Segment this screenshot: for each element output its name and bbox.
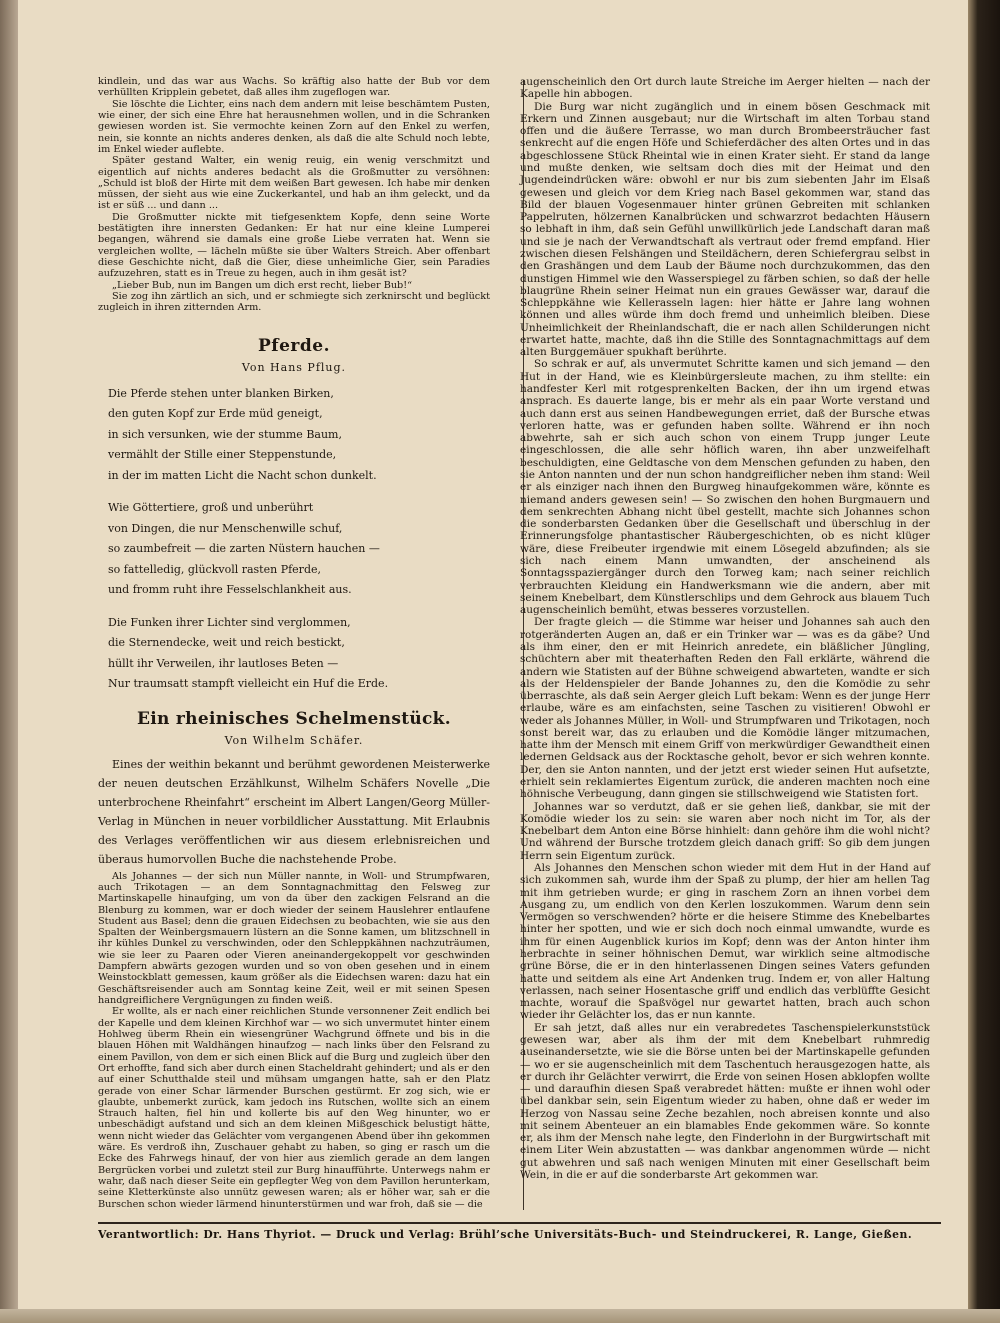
imprint-footer: Verantwortlich: Dr. Hans Thyriot. — Druck und Verlag: Brühl’sche Universitäts-Buch- und Steindruckerei, R. Lange, Gießen. xyxy=(98,1228,913,1241)
paragraph: Die Großmutter nickte mit tiefgesenktem Kopfe, denn seine Worte bestätigten ihre innersten Gedanken: Er hat nur eine kleine Lumperei begangen, während sie damals eine große Liebe verraten hat. Wenn sie vergleichen wollte, — lächeln müßte sie über Walters Streich. Aber offenbart diese Geschichte nicht, daß die Gier, diese unheimliche Gier, sein Paradies aufzuzehren, statt es in Treue zu hegen, auch in ihm gesät ist? xyxy=(98,211,490,280)
paragraph: Er wollte, als er nach einer reichlichen Stunde versonnener Zeit endlich bei der Kapelle und dem kleinen Kirchhof war — wo sich unvermutet hinter einem Hohlweg überm Rhein ein wiesengrüner Wachgrund öffnete und bis in die blauen Höhen mit Waldhängen hinaufzog — nach links über den Felsrand zu einem Pavillon, von dem er sich einen Blick auf die Burg und zugleich über den Ort erhoffte, fand sich aber durch einen Stacheldraht gehindert; und als er den auf einer Schutthalde steil und mühsam umgangen hatte, sah er den Platz gerade von einer Schar lärmender Burschen gestürmt. Er zog sich, wie er glaubte, unbemerkt zurück, kam jedoch ins Rutschen, wollte sich an einem Strauch halten, fiel hin und kollerte bis auf den Weg hinunter, wo er unbeschädigt aufstand und sich an dem kleinen Mißgeschick belustigt hätte, wenn nicht wieder das Gelächter vom vergangenen Abend über ihn gekommen wäre. Es verdroß ihn, Zuschauer gehabt zu haben, so ging er rasch um die Ecke des Fahrwegs hinauf, der von hier aus ziemlich gerade an dem langen Bergrücken vorbei und zuletzt steil zur Burg hinaufführte. Unterwegs nahm er wahr, daß nach dieser Seite ein gepflegter Weg von dem Pavillon herunterkam, seine Kletterkünste also unnütz gewesen waren; als er höher war, sah er die Burschen schon wieder lärmend hinunterstürmen und war froh, daß sie — die xyxy=(98,1006,490,1210)
poem-line: hüllt ihr Verweilen, ihr lautloses Beten — xyxy=(108,656,339,670)
scan-edge-bottom xyxy=(0,1309,1000,1323)
story-title: Ein rheinisches Schelmenstück. xyxy=(137,708,451,729)
paragraph: Eines der weithin bekannt und berühmt gewordenen Meisterwerke der neuen deutschen Erzählkunst, Wilhelm Schäfers Novelle „Die unterbrochene Rheinfahrt“ erscheint im Albert Langen/Georg Müller-Verlag in München in neuer vorbildlicher Ausstattung. Mit Erlaubnis des Verlages veröffentlichen wir aus diesem erlebnisreichen und überaus humorvollen Buche die nachstehende Probe. xyxy=(98,757,490,866)
scan-edge-right xyxy=(968,0,1000,1323)
poem-line: Nur traumsatt stampft vielleicht ein Huf die Erde. xyxy=(108,677,389,691)
poem-stanza xyxy=(108,384,490,487)
paragraph: Sie zog ihn zärtlich an sich, und er schmiegte sich zerknirscht und beglückt zugleich in ihren zitternden Arm. xyxy=(98,290,490,314)
poem-line: Die Funken ihrer Lichter sind verglommen, xyxy=(108,615,351,629)
footer-rule xyxy=(98,1222,941,1224)
poem-line: die Sternendecke, weit und reich bestickt, xyxy=(108,636,345,650)
paragraph: kindlein, und das war aus Wachs. So kräftig also hatte der Bub vor dem verhüllten Kripplein gebetet, daß alles ihm zugeflogen war. xyxy=(98,76,490,99)
paragraph: augenscheinlich den Ort durch laute Streiche im Aerger hielten — nach der Kapelle hin abbogen. xyxy=(520,76,930,101)
poem xyxy=(108,384,490,695)
poem-line: Die Pferde stehen unter blanken Birken, xyxy=(108,386,334,400)
paragraph: Er sah jetzt, daß alles nur ein verabredetes Taschenspielerkunststück gewesen war, aber als ihm der mit dem Knebelbart ruhmredig auseinandersetzte, wie sie die Börse unten bei der Martinskapelle gefunden — wo er sie augenscheinlich mit dem Taschentuch herausgezogen hatte, als er durch ihr Gelächter verwirrt, die Erde von seinen Hosen abklopfen wollte — und daraufhin diesen Spaß verabredet hätten: mußte er ihnen wohl oder übel dankbar sein, sein Eigentum wieder zu haben, ohne daß er weder im Herzog von Nassau seine Zeche bezahlen, noch abreisen konnte und also mit seinem Abenteuer an ein blamables Ende gekommen wäre. So konnte er, als ihm der Mensch nahe legte, den Finderlohn in der Burgwirtschaft mit einem Liter Wein abzustatten — was dankbar angenommen würde — nicht gut abwehren und saß nach wenigen Minuten mit einer Gesellschaft beim Wein, in die er auf die sonderbarste Art gekommen war. xyxy=(520,1021,930,1182)
poem-line: vermählt der Stille einer Steppenstunde, xyxy=(108,448,337,462)
paragraph: Später gestand Walter, ein wenig reuig, ein wenig verschmitzt und eigentlich auf nichts anderes bedacht als die Großmutter zu versöhnen: „Schuld ist bloß der Hirte mit dem weißen Bart gewesen. Ich habe mir denken müssen, der sieht aus wie eine Zuckerkantel, und hab an ihm geleckt, und da ist er süß ... und dann ... xyxy=(98,155,490,212)
paragraph: So schrak er auf, als unvermutet Schritte kamen und sich jemand — den Hut in der Hand, wie es Kleinbürgersleute machen, zu ihm stellte: ein handfester Kerl mit rotgesprenkelten Backen, der ihn um irgend etwas ansprach. Es dauerte lange, bis er mehr als ein paar Worte verstand und auch dann erst aus seinen Handbewegungen erriet, daß der Bursche etwas verloren hatte, was er gefunden haben sollte. Während er ihn noch abwehrte, sah er sich auch schon von einem Trupp junger Leute eingeschlossen, die alle sehr höflich waren, ihn aber unzweifelhaft beschuldigten, eine Geldtasche von dem Menschen gefunden zu haben, den sie Anton nannten und der nun schon handgreiflicher neben ihm stand: Weil er als einziger nach ihnen den Burgweg hinaufgekommen wäre, könnte es niemand anders gewesen sein! — So zwischen den hohen Burgmauern und dem senkrechten Abhang nicht übel gestellt, machte sich Johannes schon die sonderbarsten Gedanken über die Gesellschaft und überschlug in der Erinnerungsfolge phantastischer Räubergeschichten, ob es nicht klüger wäre, diese Freibeuter irgendwie mit einem Lösegeld abzufinden; als sie sich nach einem Mann umwandten, der anscheinend als Sonntagsspaziergänger durch den Torweg kam; nach seiner reichlich verbrauchten Kleidung ein Handwerksmann wie die andern, aber mit seinem Knebelbart, dem Künstlerschlips und dem Gehrock aus blauem Tuch augenscheinlich bemüht, etwas besseres vorzustellen. xyxy=(520,358,930,617)
right-column xyxy=(520,76,930,1181)
story-intro xyxy=(98,755,490,869)
poem-title: Pferde. xyxy=(258,335,330,356)
paragraph: Sie löschte die Lichter, eins nach dem andern mit leise beschämtem Pusten, wie einer, der sich eine Ehre hat herausnehmen wollen, und in die Schranken gewiesen worden ist. Sie vermochte keinen Zorn auf den Enkel zu werfen, nein, sie konnte an nichts anderes denken, als daß die alte Schuld noch lebte, im Enkel wieder auflebte. xyxy=(98,98,490,155)
paragraph: Die Burg war nicht zugänglich und in einem bösen Geschmack mit Erkern und Zinnen ausgebaut; nur die Wirtschaft im alten Torbau stand offen und die äußere Terrasse, wo man durch Brombeersträucher fast senkrecht auf die engen Höfe und Schieferdächer des alten Ortes und in das abgeschlossene Stück Rheintal wie in einen Krater sieht. Er stand da lange und mußte denken, wie seltsam doch dies mit der Heimat und den Jugendeindrücken wäre: obwohl er nur bis zum siebenten Jahr im Elsaß gewesen und gleich vor dem Krieg nach Basel gekommen war, stand das Bild der blauen Vogesenmauer hinter grünen Gebreiten mit schlanken Pappelruten, hölzernen Kanalbrücken und schwarzrot bedachten Häusern so lebhaft in ihm, daß sein Gefühl unwillkürlich jede Landschaft daran maß und sie je nach der Verwandtschaft als vertraut oder fremd empfand. Hier zwischen diesen Felshängen und Steildächern, deren Schiefergrau selbst in den Grashängen und dem Laub der Bäume noch durchzukommen, das den dunstigen Himmel wie den Wasserspiegel zu färben schien, so daß der helle blaugrüne Rhein seiner Heimat nun ein graues Gewässer war, darauf die Schleppkähne wie Kellerasseln lagen: hier hätte er Jahre lang wohnen können und alles würde ihm doch fremd und unheimlich bleiben. Diese Unheimlichkeit der Rheinlandschaft, die er nach allen Schilderungen nicht erwartet hatte, machte, daß ihn die Stille des Sonntagnachmittags auf dem alten Burggemäuer spukhaft berührte. xyxy=(520,100,930,359)
poem-line: und fromm ruht ihre Fesselschlankheit aus. xyxy=(108,583,352,597)
poem-line: von Dingen, die nur Menschenwille schuf, xyxy=(108,521,343,535)
poem-stanza xyxy=(108,613,490,695)
poem-line: so zaumbefreit — die zarten Nüstern hauchen — xyxy=(108,542,380,556)
poem-line: in der im matten Licht die Nacht schon dunkelt. xyxy=(108,468,377,482)
scan-edge-left xyxy=(0,0,18,1323)
poem-stanza xyxy=(108,498,490,601)
poem-line: den guten Kopf zur Erde müd geneigt, xyxy=(108,407,323,421)
paragraph: Als Johannes — der sich nun Müller nannte, in Woll- und Strumpfwaren, auch Trikotagen — an dem Sonntagnachmittag den Felsweg zur Martinskapelle hinaufging, um von da über den zackigen Felsrand an die Blenburg zu kommen, war er doch wieder der seinem Hauslehrer entlaufene Student aus Basel; denn die grauen Eidechsen zu beobachten, wie sie aus den Spalten der Weinbergsmauern lüstern an die Sonne kamen, um blitzschnell in ihr kühles Dunkel zu verschwinden, oder den Schleppkähnen nachzuträumen, wie sie leer zu Paaren oder Vieren aneinandergekoppelt vor geschwinden Dampfern abwärts gezogen wurden und so von oben gesehen und in einem Weinstockblatt gemessen, kaum größer als die Eidechsen waren: dazu hat ein Geschäftsreisender auch am Sonntag keine Zeit, weil er mit seinen Spesen handgreiflichere Vergnügungen zu finden weiß. xyxy=(98,870,490,1006)
paragraph: Der fragte gleich — die Stimme war heiser und Johannes sah auch den rotgeränderten Augen an, daß er ein Trinker war — was es da gäbe? Und als ihm einer, den er mit Heinrich anredete, ein bläßlicher Jüngling, schüchtern aber mit theaterhaften Reden den Fall erklärte, während die andern wie Statisten auf der Bühne schweigend abwarteten, wandte er sich als der Heldenspieler der Bande Johannes zu, den die Komödie zu sehr überraschte, als daß sein Aerger gleich Luft bekam: Wenn es der junge Herr erlaube, wäre es am einfachsten, seine Taschen zu visitieren! Obwohl er weder als Johannes Müller, in Woll- und Strumpfwaren und Trikotagen, noch sonst bereit war, das zu erlauben und die Komödie länger mitzumachen, hatte ihm der Mensch mit einem Griff von merkwürdiger Gewandtheit einen ledernen Geldsack aus der Rocktasche geholt, bevor er sich wehren konnte. Der, den sie Anton nannten, und der jetzt erst wieder seinen Hut aufsetzte, erhielt sein reklamiertes Eigentum zurück, die anderen machten noch eine höhnische Verbeugung, dann gingen sie stillschweigend wie Statisten fort. xyxy=(520,616,930,801)
story-author: Von Wilhelm Schäfer. xyxy=(224,733,364,747)
poem-line: in sich versunken, wie der stumme Baum, xyxy=(108,427,342,441)
paragraph: Johannes war so verdutzt, daß er sie gehen ließ, dankbar, sie mit der Komödie wieder los zu sein: sie waren aber noch nicht im Tor, als der Knebelbart dem Anton eine Börse hinhielt: dann gehöre ihm die wohl nicht? Und während der Bursche trotzdem gleich danach griff: So gib dem jungen Herrn sein Eigentum zurück. xyxy=(520,800,930,862)
poem-line: Wie Göttertiere, groß und unberührt xyxy=(108,501,314,515)
left-column xyxy=(98,76,490,1210)
poem-author: Von Hans Pflug. xyxy=(241,360,347,374)
paragraph: „Lieber Bub, nun im Bangen um dich erst recht, lieber Bub!“ xyxy=(112,279,413,291)
poem-line: so fattelledig, glückvoll rasten Pferde, xyxy=(108,562,321,576)
paragraph: Als Johannes den Menschen schon wieder mit dem Hut in der Hand auf sich zukommen sah, wurde ihm der Spaß zu plump, der hier am hellen Tag mit ihm getrieben wurde; er ging in raschem Zorn an ihnen vorbei dem Ausgang zu, um endlich von den Kerlen loszukommen. Warum denn sein Vermögen so verschwenden? hörte er die heisere Stimme des Knebelbartes hinter her spotten, und wie er sich doch noch einmal umwandte, wurde es ihm für einen Augenblick kurios im Kopf; denn was der Anton hinter ihm herbrachte in seiner höhnischen Demut, war wirklich seine altmodische grüne Börse, die er in den hinterlassenen Dingen seines Vaters gefunden hatte und seitdem als eine Art Andenken trug. Indem er, von aller Haltung verlassen, nach seiner Hosentasche griff und endlich das verblüffte Gesicht machte, worauf die Spaßvögel nur gewartet hatten, brach auch schon wieder ihr Gelächter los, das er nun kannte. xyxy=(520,862,930,1022)
